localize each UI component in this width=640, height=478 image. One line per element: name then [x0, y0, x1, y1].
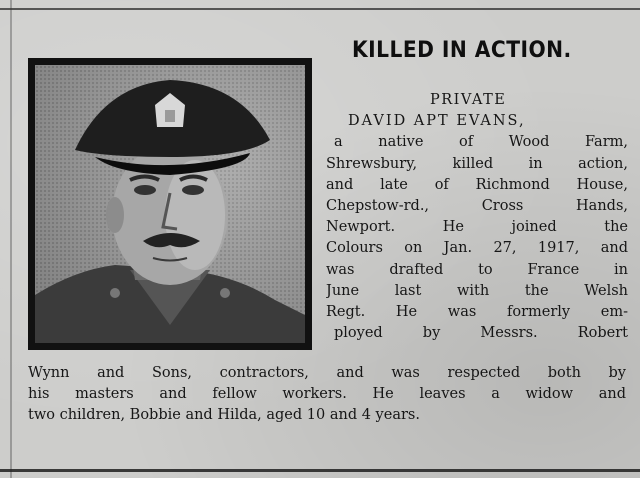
- article-line: a native of Wood Farm,: [334, 134, 628, 151]
- article-line: his masters and fellow workers. He leaves a widow and: [28, 386, 626, 403]
- article-line: Newport. He joined the: [326, 219, 628, 236]
- bottom-rule: [0, 469, 640, 472]
- article-line: Wynn and Sons, contractors, and was respected both by: [28, 365, 626, 381]
- article-full-width: [28, 363, 626, 427]
- article-line: June last with the Welsh: [326, 282, 628, 299]
- column-rule: [10, 0, 12, 478]
- article-line: Chepstow-rd., Cross Hands,: [326, 198, 628, 215]
- top-rule: [0, 8, 640, 10]
- article-line: two children, Bobbie and Hilda, aged 10 and 4 years.: [28, 407, 420, 424]
- soldier-portrait-image: [35, 65, 305, 343]
- portrait-photo: [35, 65, 305, 343]
- article-line: Regt. He was formerly em-: [326, 304, 628, 321]
- rank-line: PRIVATE: [430, 92, 507, 108]
- article-line: was drafted to France in: [326, 261, 628, 278]
- article-line: and late of Richmond House,: [326, 176, 628, 193]
- soldier-name: DAVID APT EVANS,: [348, 113, 526, 130]
- article-right-column: [326, 90, 628, 344]
- portrait-photo-frame: [28, 58, 312, 350]
- headline: KILLED IN ACTION.: [352, 38, 572, 63]
- article-line: ployed by Messrs. Robert: [334, 325, 628, 342]
- article-line: Shrewsbury, killed in action,: [326, 155, 628, 172]
- article-line: Colours on Jan. 27, 1917, and: [326, 240, 628, 257]
